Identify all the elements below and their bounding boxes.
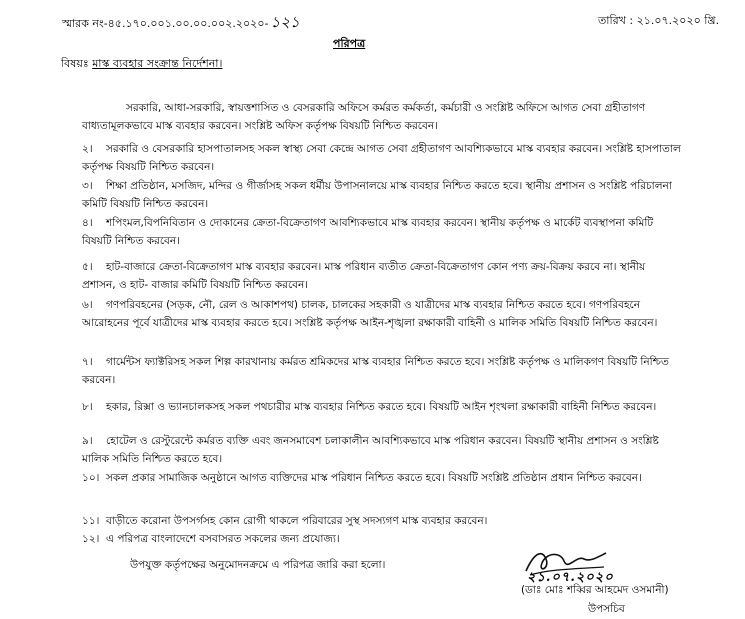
item-text: সরকারি ও বেসরকারি হাসপাতালসহ সকল স্বাস্থ্য সেবা কেন্দ্রে আগত সেবা গ্রহীতাগণ আবশ্যিকভাবে মাস্ক ব্যবহার করবেন। সংশ্লিষ্ট হাসপাতাল কর্তৃপক্ষ বিষয়টি নিশ্চিত করবেন।	[82, 143, 681, 173]
item-number: ৪।	[82, 217, 93, 229]
item-number: ৫।	[82, 261, 93, 273]
list-item	[82, 214, 682, 250]
item-text: সকল প্রকার সামাজিক অনুষ্ঠানে আগত ব্যক্তিদের মাস্ক পরিধান নিশ্চিত করতে হবে। বিষয়টি সংশ্লিষ্ট প্রতিষ্ঠান প্রধান নিশ্চিত করবেন।	[106, 472, 642, 484]
memo-number	[62, 11, 300, 36]
list-item	[82, 177, 682, 213]
memo-label: স্মারক নং-৪৫.১৭০.০০১.০০.০০.০০২.২০২০-	[62, 17, 269, 30]
item-number: ২।	[82, 143, 93, 155]
item-number: ১২।	[82, 533, 100, 545]
document-date: তারিখ : ২১.০৭.২০২০ খ্রি.	[598, 14, 720, 27]
item-text: এ পরিপত্র বাংলাদেশে বসবাসরত সকলের জন্য প্রযোজ্য।	[106, 533, 340, 545]
subject-text: মাস্ক ব্যবহার সংক্রান্ত নির্দেশনা।	[92, 57, 223, 70]
closing-line: উপযুক্ত কর্তৃপক্ষের অনুমোদনক্রমে এ পরিপত্র জারি করা হলো।	[130, 559, 386, 571]
item-text: বাড়ীতে করোনা উপসর্গসহ কোন রোগী থাকলে পরিবারের সুস্থ সদস্যগণ মাস্ক ব্যবহার করবেন।	[106, 515, 488, 527]
list-item	[82, 398, 682, 416]
list-item	[82, 469, 682, 487]
list-item	[82, 432, 682, 468]
signatory-name: (ডাঃ মোঃ শব্বির আহমেদ ওসমানী)	[521, 584, 669, 596]
item-number: ১০।	[82, 472, 100, 484]
list-item	[82, 512, 682, 530]
item-text: শপিংমল,বিপনিবিতান ও দোকানের ক্রেতা-বিক্রেতাগণ আবশ্যিকভাবে মাস্ক ব্যবহার করবেন। স্থানীয় কর্তৃপক্ষ ও মার্কেট ব্যবস্থাপনা কমিটি বিষয়টি নিশ্চিত করবেন।	[82, 217, 654, 247]
item-text: শিক্ষা প্রতিষ্ঠান, মসজিদ, মন্দির ও গীর্জাসহ সকল ধর্মীয় উপাসনালয়ে মাস্ক ব্যবহার নিশ্চিত করতে হবে। স্থানীয় প্রশাসন ও সংশ্লিষ্ট পরিচালনা কমিটি বিষয়টি নিশ্চিত করবেন।	[82, 180, 672, 210]
item-number: ৬।	[82, 299, 93, 311]
page-title: পরিপত্র	[333, 37, 366, 50]
item-number: ৯।	[82, 435, 93, 447]
list-item	[82, 296, 682, 332]
memo-handwritten-number: ১২১	[270, 13, 300, 31]
list-item	[82, 140, 682, 176]
item-number: ৩।	[82, 180, 93, 192]
item-number: ১১।	[82, 515, 100, 527]
intro-paragraph: সরকারি, আধা-সরকারি, স্বায়ত্তশাসিত ও বেসরকারি অফিসে কর্মরত কর্মকর্তা, কর্মচারী ও সংশ্লিষ্ট অফিসে আগত সেবা গ্রহীতাগণ বাধ্যতামূলকভাবে মাস্ক ব্যবহার করবেন। সংশ্লিষ্ট অফিস কর্তৃপক্ষ বিষয়টি নিশ্চিত করবেন।	[82, 102, 646, 132]
item-text: গার্মেন্টস ফ্যাক্টরিসহ সকল শিল্প কারখানায় কর্মরত শ্রমিকদের মাস্ক ব্যবহার নিশ্চিত করতে হবে। সংশ্লিষ্ট কর্তৃপক্ষ ও মালিকগণ বিষয়টি নিশ্চিত করবেন।	[82, 356, 669, 386]
item-number: ৮।	[82, 401, 93, 413]
item-text: হকার, রিক্সা ও ভ্যানচালকসহ সকল পথচারীর মাস্ক ব্যবহার নিশ্চিত করতে হবে। বিষয়টি আইন শৃংখলা রক্ষাকারী বাহিনী নিশ্চিত করবেন।	[106, 401, 657, 413]
subject-label: বিষয়ঃ	[61, 57, 89, 70]
item-text: গণপরিবহনের (সড়ক, নৌ, রেল ও আকাশপথ) চালক, চালকের সহকারী ও যাত্রীদের মাস্ক ব্যবহার নিশ্চিত করতে হবে। গণপরিবহনে আরোহনের পূর্বে যাত্রীদের মাস্ক ব্যবহার করতে হবে। সংশ্লিষ্ট কর্তৃপক্ষ আইন-শৃঙ্খলা রক্ষাকারী বাহিনী ও মালিক সমিতি বিষয়টি নিশ্চিত করবেন।	[82, 299, 658, 329]
signatory-designation: উপসচিব	[588, 603, 625, 615]
list-item	[82, 353, 682, 389]
item-number: ৭।	[82, 356, 93, 368]
signature-date: ২১.০৭.২০২০	[527, 570, 614, 585]
subject-line	[61, 55, 222, 74]
list-item	[82, 258, 682, 294]
item-text: হোটেল ও রেস্টুরেন্টে কর্মরত ব্যক্তি এবং জনসমাবেশ চলাকালীন আবশ্যিকভাবে মাস্ক পরিধান করবেন। বিষয়টি স্থানীয় প্রশাসন ও সংশ্লিষ্ট মালিক সমিতি নিশ্চিত করতে হবে।	[82, 435, 659, 465]
item-text: হাট-বাজারে ক্রেতা-বিক্রেতাগণ মাস্ক ব্যবহার করবেন। মাস্ক পরিধান ব্যতীত ক্রেতা-বিক্রেতাগণ কোন পণ্য ক্রয়-বিক্রয় করবে না। স্থানীয় প্রশাসন, ও হাট- বাজার কমিটি বিষয়টি নিশ্চিত করবেন।	[82, 261, 646, 291]
